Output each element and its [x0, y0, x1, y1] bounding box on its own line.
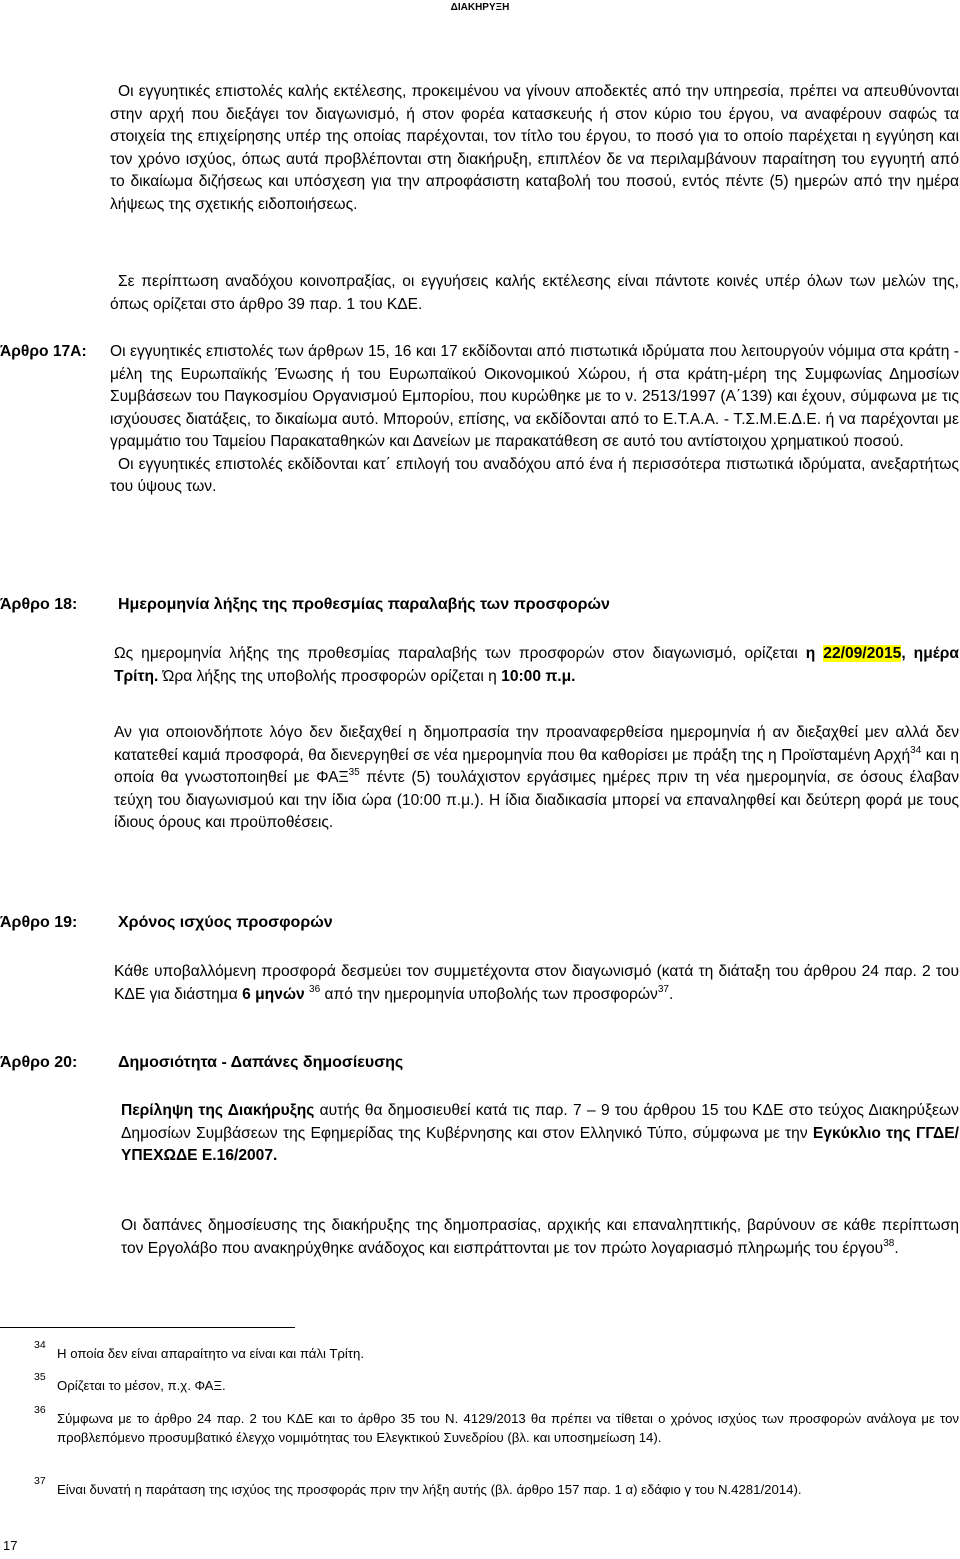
article-20-label: Άρθρο 20: — [0, 1054, 78, 1071]
intro-paragraph-2: Σε περίπτωση αναδόχου κοινοπραξίας, οι εγγυήσεις καλής εκτέλεσης είναι πάντοτε κοινές υπέρ όλων των μελών της, όπως ορίζεται στο άρθρο 39 παρ. 1 του ΚΔΕ. — [110, 273, 959, 313]
deadline-date: 22/09/2015 — [823, 645, 902, 662]
footnote-36 — [0, 1401, 959, 1447]
footnote-34 — [0, 1336, 959, 1363]
article-20-paragraph-2: Οι δαπάνες δημοσίευσης της διακήρυξης της δημοπρασίας, αρχικής και επαναληπτικής, βαρύνουν σε κάθε περίπτωση τον Εργολάβο που ανακηρύχθηκε ανάδοχος και εισπράττονται με τον πρώτο λογαριασμό πληρωμής του έργου$^{38}$. — [121, 1217, 959, 1257]
footnote-number: 36 — [34, 1404, 46, 1416]
footnote-text: Είναι δυνατή η παράταση της ισχύος της προσφοράς πριν την λήξη αυτής (βλ. άρθρο 157 παρ. 1 α) εδάφιο γ του Ν.4281/2014). — [57, 1482, 802, 1497]
article-19-label: Άρθρο 19: — [0, 914, 78, 931]
article-17a-paragraph-2: Οι εγγυητικές επιστολές εκδίδονται κατ΄ επιλογή του αναδόχου από ένα ή περισσότερα πιστωτικά ιδρύματα, ανεξαρτήτως του ύψους των. — [110, 455, 959, 495]
footnote-text: Η οποία δεν είναι απαραίτητο να είναι και πάλι Τρίτη. — [57, 1346, 365, 1361]
footnote-35 — [0, 1368, 959, 1395]
article-20-paragraph-1: Περίληψη της Διακήρυξης αυτής θα δημοσιευθεί κατά τις παρ. 7 – 9 του άρθρου 15 του ΚΔΕ στο τεύχος Διακηρύξεων Δημοσίων Συμβάσεων της Εφημερίδας της Κυβέρνησης και στον Ελληνικό Τύπο, σύμφωνα με την Εγκύκλιο της ΓΓΔΕ/ ΥΠΕΧΩΔΕ Ε.16/2007. — [121, 1102, 959, 1164]
article-18-title: Ημερομηνία λήξης της προθεσμίας παραλαβής των προσφορών — [118, 596, 610, 613]
deadline-time: 10:00 π.μ. — [501, 667, 576, 685]
article-18-paragraph-2: Αν για οποιονδήποτε λόγο δεν διεξαχθεί η δημοπρασία την προαναφερθείσα ημερομηνία ή αν διεξαχθεί μεν αλλά δεν κατατεθεί καμιά προσφορά, θα διενεργηθεί σε νέα ημερομηνία που θα καθορίσει με πράξη της η Προϊσταμένη Αρχή$^{34}$ και η οποία θα γνωστοποιηθεί με ΦΑΞ$^{35}$ πέντε (5) τουλάχιστον εργάσιμες ημέρες πριν τη νέα ημερομηνία, σε όσους έλαβαν τεύχη του διαγωνισμού και την ίδια ώρα (10:00 π.μ.). Η ίδια διαδικασία μπορεί να επαναληφθεί και δεύτερη φορά με τους ίδιους όρους και προϋποθέσεις. — [114, 724, 959, 831]
footnote-number: 35 — [34, 1371, 46, 1383]
intro-paragraph-1: Οι εγγυητικές επιστολές καλής εκτέλεσης, προκειμένου να γίνουν αποδεκτές από την υπηρεσία, πρέπει να απευθύνονται στην αρχή που διεξάγει τον διαγωνισμό, ή στον φορέα κατασκευής ή στον κύριο του έργου, να αναφέρουν σαφώς τα στοιχεία της επιχείρησης υπέρ της οποίας παρέχονται, τον τίτλο του έργου, το ποσό για το οποίο παρέχεται η εγγύηση και τον χρόνο ισχύος, όπως αυτά προβλέπονται στη διακήρυξη, επιπλέον δε να περιλαμβάνουν παραίτηση του εγγυητή από το δικαίωμα διζήσεως και υπόσχεση για την απροφάσιστη καταβολή του ποσού, εντός πέντε (5) ημερών από την ημέρα λήψεως της σχετικής ειδοποιήσεως. — [110, 83, 959, 213]
footnote-number: 34 — [34, 1339, 46, 1351]
footnote-number: 37 — [34, 1475, 46, 1487]
footnote-ref-34: 34 — [910, 744, 922, 756]
footnote-text: Σύμφωνα με το άρθρο 24 παρ. 2 του ΚΔΕ και το άρθρο 35 του Ν. 4129/2013 θα πρέπει να τίθεται ο χρόνος ισχύος των προσφορών ανάλογα με τον προβλεπόμενο προσυμβατικό έλεγχο νομιμότητας του Ελεγκτικού Συνεδρίου (βλ. και υποσημείωση 14). — [57, 1411, 959, 1445]
article-17a-label: Άρθρο 17Α: — [0, 343, 87, 360]
footnote-ref-38: 38 — [883, 1237, 895, 1249]
article-19-title: Χρόνος ισχύος προσφορών — [118, 914, 333, 931]
article-17a-paragraph-1: Οι εγγυητικές επιστολές των άρθρων 15, 16 και 17 εκδίδονται από πιστωτικά ιδρύματα που λειτουργούν νόμιμα στα κράτη - μέλη της Ευρωπαϊκής Ένωσης ή του Ευρωπαϊκού Οικονομικού Χώρου, ή στα κράτη-μέρη της Συμφωνίας Δημοσίων Συμβάσεων του Παγκοσμίου Οργανισμού Εμπορίου, που κυρώθηκε με το ν. 2513/1997 (Α΄139) και έχουν, σύμφωνα με τις ισχύουσες διατάξεις, το δικαίωμα αυτό. Μπορούν, επίσης, να εκδίδονται από το Ε.Τ.Α.Α. - Τ.Σ.Μ.Ε.Δ.Ε. ή να παρέχονται με γραμμάτιο του Ταμείου Παρακαταθηκών και Δανείων με παρακατάθεση σε αυτό του αντίστοιχου χρηματικού ποσού. — [110, 343, 959, 450]
article-19-paragraph: Κάθε υποβαλλόμενη προσφορά δεσμεύει τον συμμετέχοντα στον διαγωνισμό (κατά τη διάταξη του άρθρου 24 παρ. 2 του ΚΔΕ για διάστημα 6 μηνών $^{36}$ από την ημερομηνία υποβολής των προσφορών$^{37}$. — [114, 963, 959, 1003]
running-header: ΔΙΑΚΗΡΥΞΗ — [450, 2, 510, 13]
footnote-ref-36: 36 — [309, 983, 321, 995]
footnote-separator — [0, 1327, 295, 1328]
footnote-ref-35: 35 — [348, 767, 360, 778]
footnote-ref-37: 37 — [657, 983, 669, 995]
article-18-paragraph-1: Ως ημερομηνία λήξης της προθεσμίας παραλαβής των προσφορών στον διαγωνισμό, ορίζεται η 22/09/2015, ημέρα Τρίτη. Ώρα λήξης της υποβολής προσφορών ορίζεται η 10:00 π.μ. — [114, 645, 959, 685]
footnote-text: Ορίζεται το μέσον, π.χ. ΦΑΞ. — [57, 1378, 226, 1393]
article-17a — [0, 341, 959, 499]
article-20-title: Δημοσιότητα - Δαπάνες δημοσίευσης — [118, 1054, 404, 1071]
article-18-label: Άρθρο 18: — [0, 596, 78, 613]
footnote-37 — [0, 1472, 959, 1499]
page-number: 17 — [3, 1538, 18, 1553]
